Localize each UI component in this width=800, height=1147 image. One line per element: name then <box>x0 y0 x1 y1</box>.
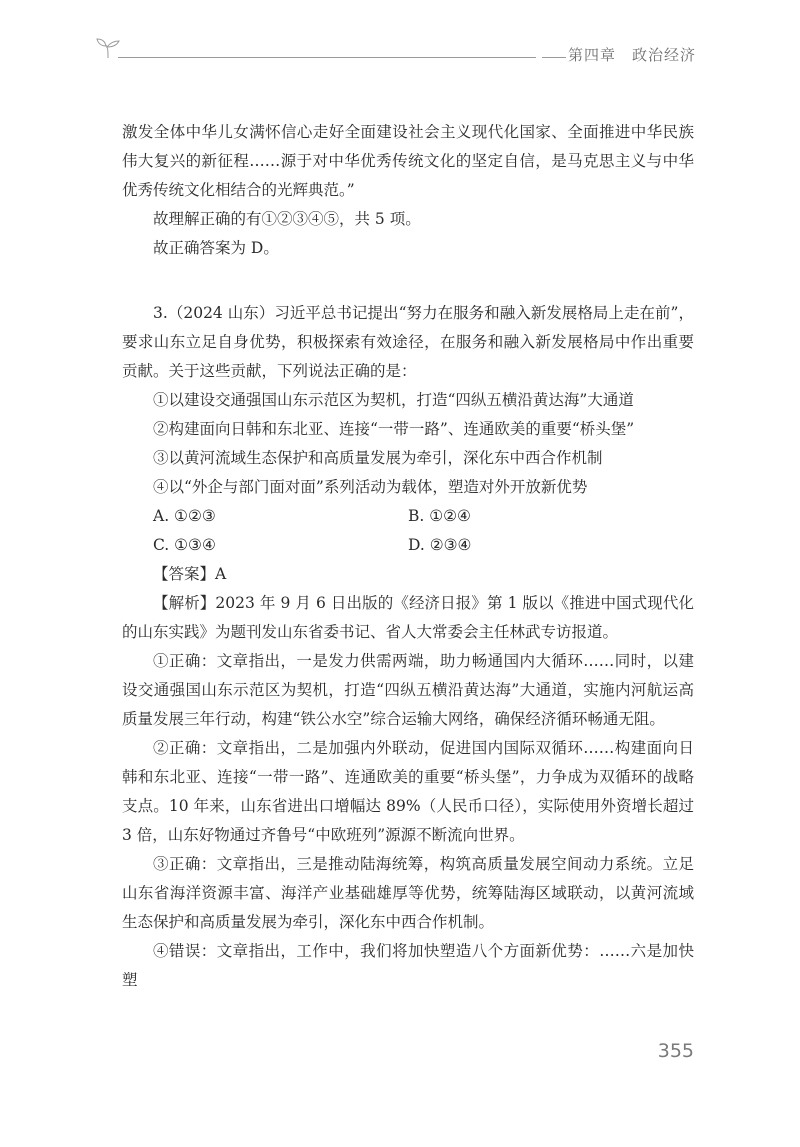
header-rule <box>118 57 536 58</box>
statement-3: ③以黄河流域生态保护和高质量发展为牵引，深化东中西合作机制 <box>153 449 603 467</box>
page-body <box>122 118 694 995</box>
analysis-point-1: ①正确：文章指出，一是发力供需两端，助力畅通国内大循环……同时，以建设交通强国山东示范区为契机，打造“四纵五横沿黄达海”大通道，实施内河航运高质量发展三年行动，构建“铁公水空”综合运输大网络，确保经济循环畅通无阻。 <box>122 652 694 728</box>
answer-label: 【答案】A <box>153 565 227 583</box>
option-b: B. ①②④ <box>408 507 471 525</box>
analysis-point-2: ②正确：文章指出，二是加强内外联动，促进国内国际双循环……构建面向日韩和东北亚、连接“一带一路”、连通欧美的重要“桥头堡”，力争成为双循环的战略支点。10 年来，山东省进出口增幅达 89%（人民币口径），实际使用外资增长超过 3 倍，山东好物通过齐鲁号“中欧班列”源源不断流向世界。 <box>122 739 694 844</box>
option-d: D. ②③④ <box>408 536 472 554</box>
statement-4: ④以“外企与部门面对面”系列活动为载体，塑造对外开放新优势 <box>153 478 588 496</box>
summary-line: 故理解正确的有①②③④⑤，共 5 项。 <box>153 210 421 228</box>
chapter-title: 第四章 政治经济 <box>567 46 696 64</box>
running-header <box>96 36 696 68</box>
option-a: A. ①②③ <box>153 507 216 525</box>
option-c: C. ①③④ <box>153 536 216 554</box>
analysis-point-4: ④错误：文章指出，工作中，我们将加快塑造八个方面新优势：……六是加快塑 <box>122 942 694 989</box>
answer-conclusion: 故正确答案为 D。 <box>153 239 279 257</box>
statement-1: ①以建设交通强国山东示范区为契机，打造“四纵五横沿黄达海”大通道 <box>153 391 634 409</box>
section-gap <box>122 263 694 299</box>
answer-options <box>122 502 694 560</box>
analysis-point-3: ③正确：文章指出，三是推动陆海统筹，构筑高质量发展空间动力系统。立足山东省海洋资源丰富、海洋产业基础雄厚等优势，统筹陆海区域联动，以黄河流域生态保护和高质量发展为牵引，深化东中西合作机制。 <box>122 855 694 931</box>
continued-paragraph: 激发全体中华儿女满怀信心走好全面建设社会主义现代化国家、全面推进中华民族伟大复兴的新征程……源于对中华优秀传统文化的坚定自信，是马克思主义与中华优秀传统文化相结合的光辉典范。” <box>122 123 694 199</box>
analysis-intro: 【解析】2023 年 9 月 6 日出版的《经济日报》第 1 版以《推进中国式现代化的山东实践》为题刊发山东省委书记、省人大常委会主任林武专访报道。 <box>122 594 694 641</box>
page-number: 355 <box>657 1040 694 1062</box>
header-rule-end <box>542 57 566 58</box>
question-stem: 3.（2024 山东）习近平总书记提出“努力在服务和融入新发展格局上走在前”，要求山东立足自身优势，积极探索有效途径，在服务和融入新发展格局中作出重要贡献。关于这些贡献，下列说法正确的是： <box>122 304 694 380</box>
statement-2: ②构建面向日韩和东北亚、连接“一带一路”、连通欧美的重要“桥头堡” <box>153 420 635 438</box>
